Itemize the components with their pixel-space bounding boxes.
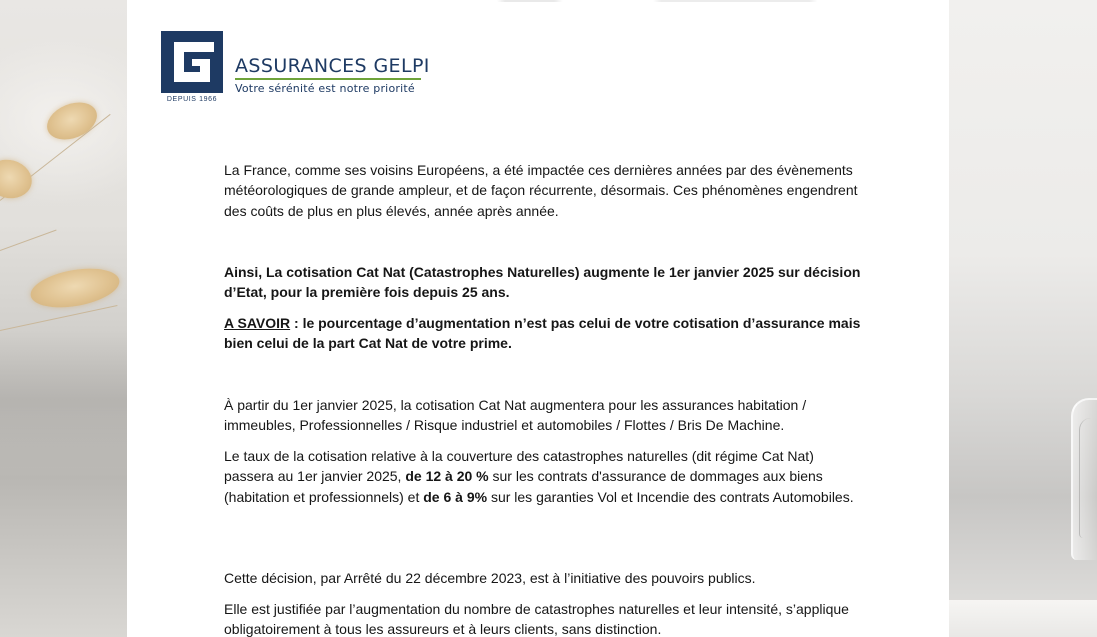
rates-text-2: sur les contrats d'assurance de dommages aux biens (habitation et professionnels) et [224,468,823,505]
background-shadow [0,330,127,470]
background-photo-right [949,0,1097,637]
table-surface [949,600,1097,637]
dried-grass-stem [0,305,117,331]
document-page [127,0,949,637]
paragraph-justification: Elle est justifiée par l’augmentation du nombre de catastrophes naturelles et leur intensité, s’applique obligatoirement à tous les assureurs et à leurs clients, sans distinction. [224,601,849,637]
brand-tagline: Votre sérénité est notre priorité [235,82,415,95]
a-savoir-text: : le pourcentage d’augmentation n’est pas celui de votre cotisation d’assurance mais bien celui de la part Cat Nat de votre prime. [224,315,861,352]
brand-underline [235,78,421,80]
paragraph-rates [224,446,864,507]
rate-auto: de 6 à 9% [423,488,488,505]
paragraph-arrete: Cette décision, par Arrêté du 22 décembre 2023, est à l’initiative des pouvoirs publics. [224,570,756,586]
logo-since-text: DEPUIS 1966 [166,96,218,103]
gelpi-g-square-logo-icon [161,31,223,93]
glass-vase-inner [1079,418,1097,538]
paragraph-intro: La France, comme ses voisins Européens, a été impactée ces dernières années par des évènements météorologiques de grande ampleur, et de façon récurrente, désormais. Ces phénomènes engendrent des coûts de plus en plus élevés, année après année. [224,162,858,219]
dried-grass-stem [0,230,57,251]
rates-text-3: sur les garanties Vol et Incendie des contrats Automobiles. [487,488,854,505]
dried-grass-tuft [0,155,36,204]
a-savoir-label: A SAVOIR [224,315,291,331]
paragraph-a-savoir [224,313,864,354]
paragraph-cat-nat-increase: Ainsi, La cotisation Cat Nat (Catastrophes Naturelles) augmente le 1er janvier 2025 sur décision d’Etat, pour la première fois depuis 25 ans. [224,264,861,301]
rates-text-1: Le taux de la cotisation relative à la couverture des catastrophes naturelles (dit régime Cat Nat) passera au 1er janvier 2025, [224,448,814,485]
rate-dommages: de 12 à 20 % [405,468,489,485]
page-top-edge [127,0,949,2]
dried-grass-tuft [42,95,103,146]
paragraph-scope: À partir du 1er janvier 2025, la cotisation Cat Nat augmentera pour les assurances habitation / immeubles, Professionnelles / Risque industriel et automobiles / Flottes / Bris De Machine. [224,397,807,434]
background-photo-left [0,0,127,637]
brand-name: ASSURANCES GELPI [235,55,430,77]
